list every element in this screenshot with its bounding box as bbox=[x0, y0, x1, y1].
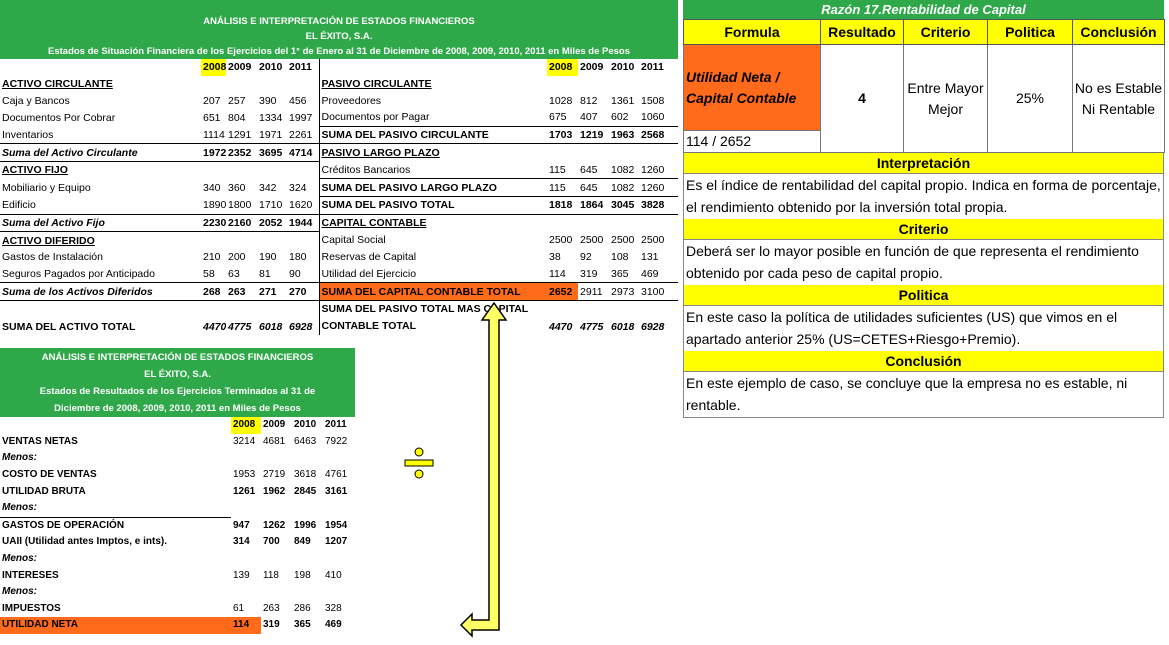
balance-sheet-row bbox=[0, 283, 678, 301]
asset-value: 1291 bbox=[228, 128, 252, 141]
liability-value: 2500 bbox=[549, 234, 573, 247]
liability-value bbox=[547, 76, 578, 93]
liability-label: PASIVO CIRCULANTE bbox=[319, 76, 547, 93]
income-value: 410 bbox=[325, 569, 342, 581]
liability-value: 2500 bbox=[611, 234, 635, 247]
balance-sheet-row bbox=[0, 126, 678, 144]
asset-value: 651 bbox=[203, 111, 221, 124]
asset-label: Documentos Por Cobrar bbox=[2, 111, 116, 124]
income-value: 1954 bbox=[325, 519, 348, 531]
liability-label: CAPITAL CONTABLE bbox=[319, 214, 547, 232]
liability-label: PASIVO LARGO PLAZO bbox=[319, 144, 547, 162]
asset-value: 1971 bbox=[259, 128, 283, 141]
income-value: 3214 bbox=[233, 435, 256, 447]
asset-value bbox=[226, 232, 257, 249]
liability-value: 115 bbox=[547, 179, 578, 197]
asset-value: 804 bbox=[228, 111, 246, 124]
income-value: 3618 bbox=[294, 469, 317, 481]
asset-value: 200 bbox=[228, 251, 246, 264]
income-label: Menos: bbox=[2, 502, 37, 514]
asset-value: 4714 bbox=[287, 144, 319, 162]
asset-value bbox=[287, 232, 319, 249]
asset-label: ACTIVO FIJO bbox=[2, 164, 68, 177]
total-liab-cap-value: 6018 bbox=[609, 301, 639, 335]
balance-sheet-title: ANÁLISIS E INTERPRETACIÓN DE ESTADOS FINANCIEROS bbox=[203, 16, 475, 27]
balance-sheet-company: EL ÉXITO, S.A. bbox=[305, 31, 373, 42]
asset-value bbox=[257, 232, 287, 249]
income-value: 263 bbox=[263, 602, 280, 614]
asset-value bbox=[257, 162, 287, 179]
income-value bbox=[323, 551, 355, 568]
income-value: 700 bbox=[263, 536, 280, 548]
asset-value: 342 bbox=[259, 181, 277, 194]
income-statement-header bbox=[0, 348, 355, 417]
year-header: 2008 bbox=[201, 59, 226, 76]
liability-label: SUMA DEL PASIVO CIRCULANTE bbox=[319, 126, 547, 144]
income-value: 849 bbox=[294, 536, 311, 548]
balance-sheet-table bbox=[0, 59, 678, 335]
income-value bbox=[292, 551, 323, 568]
liability-label: SUMA DEL PASIVO TOTAL bbox=[319, 197, 547, 215]
policy-cell: 25% bbox=[988, 45, 1073, 153]
income-value: 7922 bbox=[325, 435, 348, 447]
income-label: UTILIDAD NETA bbox=[0, 617, 231, 634]
liability-value: 1963 bbox=[609, 126, 639, 144]
liability-value: 1082 bbox=[611, 163, 635, 176]
liability-value: 1361 bbox=[611, 94, 635, 107]
liability-value: 812 bbox=[580, 94, 598, 107]
asset-value: 360 bbox=[228, 181, 246, 194]
income-value bbox=[261, 551, 292, 568]
income-value bbox=[323, 450, 355, 467]
asset-label: Suma del Activo Fijo bbox=[0, 214, 201, 232]
asset-value: 1710 bbox=[259, 199, 283, 212]
liability-value: 2652 bbox=[547, 283, 578, 301]
income-row bbox=[0, 517, 355, 534]
balance-sheet-row bbox=[0, 144, 678, 162]
asset-value bbox=[287, 76, 319, 93]
liability-value: 1082 bbox=[609, 179, 639, 197]
income-value: 286 bbox=[294, 602, 311, 614]
liability-value: 1703 bbox=[547, 126, 578, 144]
year-header: 2011 bbox=[641, 61, 664, 74]
year-header: 2009 bbox=[228, 61, 252, 74]
income-label: COSTO DE VENTAS bbox=[2, 469, 97, 481]
asset-value: 270 bbox=[287, 283, 319, 301]
liability-value: 1028 bbox=[549, 94, 573, 107]
asset-value: 81 bbox=[259, 268, 271, 281]
income-label: Menos: bbox=[2, 586, 37, 598]
income-value: 1953 bbox=[233, 469, 256, 481]
income-value: 118 bbox=[263, 569, 279, 581]
liability-label: Utilidad del Ejercicio bbox=[319, 266, 547, 283]
income-value: 114 bbox=[231, 617, 261, 634]
liability-value: 365 bbox=[611, 268, 629, 281]
criterion-cell: Entre Mayor Mejor bbox=[904, 45, 988, 153]
year-header: 2011 bbox=[289, 61, 312, 74]
asset-value bbox=[226, 162, 257, 179]
income-statement-company: EL ÉXITO, S.A. bbox=[144, 369, 211, 380]
liability-value: 1260 bbox=[639, 179, 678, 197]
total-liab-cap-value: 4775 bbox=[578, 301, 609, 335]
asset-value bbox=[201, 232, 226, 249]
liability-label: SUMA DEL PASIVO LARGO PLAZO bbox=[319, 179, 547, 197]
asset-value: 271 bbox=[257, 283, 287, 301]
liability-label: Reservas de Capital bbox=[319, 249, 547, 266]
income-row bbox=[0, 467, 355, 484]
income-value: 314 bbox=[233, 536, 250, 548]
balance-sheet-year-row bbox=[0, 59, 678, 76]
balance-sheet-row bbox=[0, 266, 678, 283]
liability-value: 2973 bbox=[609, 283, 639, 301]
income-value: 198 bbox=[294, 569, 311, 581]
asset-value: 2352 bbox=[226, 144, 257, 162]
asset-value: 207 bbox=[203, 94, 221, 107]
income-value: 319 bbox=[263, 619, 280, 631]
asset-label: Caja y Bancos bbox=[2, 94, 70, 107]
asset-label: ACTIVO CIRCULANTE bbox=[2, 78, 113, 91]
asset-value: 1972 bbox=[201, 144, 226, 162]
liability-value bbox=[578, 214, 609, 232]
total-assets-label: SUMA DEL ACTIVO TOTAL bbox=[0, 301, 201, 335]
liability-value: 1508 bbox=[641, 94, 665, 107]
asset-value: 2052 bbox=[257, 214, 287, 232]
income-row bbox=[0, 500, 355, 517]
section-text: En este ejemplo de caso, se concluye que la empresa no es estable, ni rentable. bbox=[683, 372, 1164, 418]
liability-value: 2500 bbox=[580, 234, 604, 247]
liability-value: 2568 bbox=[639, 126, 678, 144]
income-value bbox=[323, 500, 355, 517]
liability-value bbox=[609, 76, 639, 93]
asset-value bbox=[257, 76, 287, 93]
liability-value bbox=[639, 144, 678, 162]
ratio-panel bbox=[683, 0, 1164, 418]
liability-value bbox=[639, 214, 678, 232]
asset-value: 190 bbox=[259, 251, 277, 264]
asset-label: Inventarios bbox=[2, 128, 54, 141]
asset-value bbox=[226, 76, 257, 93]
income-label: UTILIDAD BRUTA bbox=[2, 485, 86, 497]
total-liab-cap-label-2: CONTABLE TOTAL bbox=[319, 318, 547, 335]
income-year-row bbox=[0, 417, 355, 434]
liability-value: 1864 bbox=[578, 197, 609, 215]
asset-value: 390 bbox=[259, 94, 277, 107]
liability-value: 602 bbox=[611, 111, 629, 124]
liability-value: 115 bbox=[549, 163, 566, 176]
total-assets-value: 6928 bbox=[287, 301, 319, 335]
blank-cell bbox=[0, 417, 231, 434]
total-assets-value: 4775 bbox=[226, 301, 257, 335]
liability-value bbox=[578, 144, 609, 162]
income-row bbox=[0, 434, 355, 451]
income-row bbox=[0, 551, 355, 568]
section-text: En este caso la política de utilidades suficientes (US) que vimos en el apartado anterior 25% (US=CETES+Riesgo+Premio). bbox=[683, 306, 1164, 351]
asset-value: 1800 bbox=[228, 199, 252, 212]
income-value: 6463 bbox=[294, 435, 317, 447]
liability-value: 645 bbox=[580, 163, 598, 176]
section-heading: Interpretación bbox=[683, 153, 1164, 174]
result-cell: 4 bbox=[821, 45, 904, 153]
header-result: Resultado bbox=[821, 20, 904, 45]
liability-label: Documentos por Pagar bbox=[319, 109, 547, 126]
income-statement bbox=[0, 348, 355, 634]
asset-value bbox=[201, 76, 226, 93]
balance-sheet-row bbox=[0, 76, 678, 93]
blank-cell bbox=[319, 59, 547, 76]
balance-sheet-row bbox=[0, 92, 678, 109]
income-statement-subtitle-1: Estados de Resultados de los Ejercicios Terminados al 31 de bbox=[39, 386, 316, 397]
income-value bbox=[231, 551, 261, 568]
liability-value: 1818 bbox=[547, 197, 578, 215]
header-criterion: Criterio bbox=[904, 20, 988, 45]
header-conclusion: Conclusión bbox=[1073, 20, 1165, 45]
income-value: 328 bbox=[325, 602, 342, 614]
total-liab-cap-value: 6928 bbox=[639, 301, 678, 335]
income-value bbox=[231, 450, 261, 467]
income-row bbox=[0, 450, 355, 467]
asset-label: Edificio bbox=[2, 199, 36, 212]
asset-value: 1890 bbox=[203, 199, 226, 212]
income-row bbox=[0, 584, 355, 601]
asset-value: 1997 bbox=[289, 111, 313, 124]
calculation-cell: 114 / 2652 bbox=[684, 131, 821, 153]
formula-cell: Utilidad Neta / Capital Contable bbox=[684, 45, 821, 131]
conclusion-cell: No es Estable Ni Rentable bbox=[1073, 45, 1165, 153]
year-header: 2010 bbox=[294, 419, 317, 431]
asset-label: Seguros Pagados por Anticipado bbox=[2, 268, 155, 281]
connector-arrow-icon bbox=[458, 300, 508, 640]
liability-value: 114 bbox=[549, 268, 566, 281]
liability-value: 3045 bbox=[609, 197, 639, 215]
income-label: IMPUESTOS bbox=[2, 602, 61, 614]
income-value bbox=[292, 584, 323, 601]
balance-sheet-row bbox=[0, 249, 678, 266]
section-text: Es el índice de rentabilidad del capital propio. Indica en forma de porcentaje, el rendimiento obtenido por la inversión total propia. bbox=[683, 174, 1164, 219]
income-value: 2719 bbox=[263, 469, 286, 481]
income-value bbox=[261, 500, 292, 517]
asset-value: 180 bbox=[289, 251, 307, 264]
liability-value: 38 bbox=[549, 251, 561, 264]
income-value: 1262 bbox=[263, 519, 286, 531]
asset-value: 456 bbox=[289, 94, 307, 107]
asset-value: 2261 bbox=[289, 128, 313, 141]
income-value: 1996 bbox=[294, 519, 317, 531]
income-value: 469 bbox=[325, 619, 342, 631]
section-text: Deberá ser lo mayor posible en función de que representa el rendimiento obtenido por cada peso de capital propio. bbox=[683, 240, 1164, 285]
liability-value: 1060 bbox=[641, 111, 665, 124]
liability-label: Créditos Bancarios bbox=[319, 162, 547, 179]
income-value bbox=[323, 584, 355, 601]
income-label: UAII (Utilidad antes Imptos, e ints). bbox=[2, 536, 168, 548]
income-value: 1207 bbox=[325, 536, 348, 548]
ratio-grid bbox=[683, 19, 1165, 153]
balance-sheet bbox=[0, 0, 678, 335]
asset-value bbox=[201, 162, 226, 179]
liability-value: 131 bbox=[641, 251, 659, 264]
liability-value: 2911 bbox=[578, 283, 609, 301]
liability-value bbox=[547, 214, 578, 232]
income-row bbox=[0, 617, 355, 634]
income-label: VENTAS NETAS bbox=[2, 435, 78, 447]
liability-value: 319 bbox=[580, 268, 598, 281]
section-heading: Criterio bbox=[683, 219, 1164, 240]
asset-value: 63 bbox=[228, 268, 240, 281]
balance-sheet-row bbox=[0, 162, 678, 179]
liability-value bbox=[639, 76, 678, 93]
liability-label: SUMA DEL CAPITAL CONTABLE TOTAL bbox=[319, 283, 547, 301]
asset-value: 2160 bbox=[226, 214, 257, 232]
income-label: INTERESES bbox=[2, 569, 59, 581]
liability-value: 407 bbox=[580, 111, 598, 124]
liability-value: 2500 bbox=[641, 234, 665, 247]
asset-value: 210 bbox=[203, 251, 221, 264]
divide-icon bbox=[402, 446, 436, 480]
blank-cell bbox=[0, 59, 201, 76]
year-header: 2011 bbox=[325, 419, 347, 431]
asset-value: 2230 bbox=[201, 214, 226, 232]
income-value bbox=[231, 584, 261, 601]
liability-value: 469 bbox=[641, 268, 659, 281]
liability-label: Proveedores bbox=[319, 92, 547, 109]
income-value: 3161 bbox=[325, 485, 348, 497]
income-value: 1962 bbox=[263, 485, 286, 497]
income-statement-table bbox=[0, 417, 355, 634]
income-value: 4681 bbox=[263, 435, 286, 447]
balance-sheet-header bbox=[0, 0, 678, 59]
liability-value: 675 bbox=[549, 111, 567, 124]
asset-value: 58 bbox=[203, 268, 215, 281]
liability-value: 3828 bbox=[639, 197, 678, 215]
asset-value: 1944 bbox=[287, 214, 319, 232]
asset-value: 268 bbox=[201, 283, 226, 301]
income-label: GASTOS DE OPERACIÓN bbox=[0, 517, 231, 534]
income-value: 1261 bbox=[233, 485, 256, 497]
income-value bbox=[261, 450, 292, 467]
ratio-title: Razón 17.Rentabilidad de Capital bbox=[683, 0, 1164, 19]
balance-sheet-total-row bbox=[0, 301, 678, 318]
liability-value bbox=[609, 144, 639, 162]
liability-value: 1260 bbox=[641, 163, 665, 176]
asset-label: ACTIVO DIFERIDO bbox=[2, 234, 95, 247]
total-liab-cap-value: 4470 bbox=[547, 301, 578, 335]
income-value bbox=[292, 450, 323, 467]
section-heading: Politica bbox=[683, 285, 1164, 306]
income-value: 61 bbox=[233, 602, 245, 614]
income-statement-title: ANÁLISIS E INTERPRETACIÓN DE ESTADOS FINANCIEROS bbox=[41, 352, 314, 363]
header-formula: Formula bbox=[684, 20, 821, 45]
income-row bbox=[0, 483, 355, 500]
asset-value: 1620 bbox=[289, 199, 313, 212]
asset-label: Gastos de Instalación bbox=[2, 251, 103, 264]
year-header: 2008 bbox=[547, 59, 578, 76]
income-row bbox=[0, 601, 355, 618]
income-row bbox=[0, 567, 355, 584]
total-liab-cap-label-1: SUMA DEL PASIVO TOTAL MAS CAPITAL bbox=[319, 301, 547, 318]
income-label: Menos: bbox=[2, 452, 37, 464]
header-policy: Politica bbox=[988, 20, 1073, 45]
asset-value: 3695 bbox=[257, 144, 287, 162]
balance-sheet-row bbox=[0, 232, 678, 249]
asset-value: 90 bbox=[289, 268, 301, 281]
asset-value: 1334 bbox=[259, 111, 283, 124]
ratio-sections bbox=[683, 153, 1164, 418]
liability-value bbox=[609, 214, 639, 232]
liability-value: 1219 bbox=[578, 126, 609, 144]
asset-value bbox=[287, 162, 319, 179]
total-assets-value: 4470 bbox=[201, 301, 226, 335]
liability-value bbox=[547, 144, 578, 162]
section-heading: Conclusión bbox=[683, 351, 1164, 372]
income-value bbox=[231, 500, 261, 517]
asset-value: 257 bbox=[228, 94, 246, 107]
income-value: 947 bbox=[233, 519, 250, 531]
asset-value: 324 bbox=[289, 181, 307, 194]
liability-value bbox=[578, 76, 609, 93]
liability-label: Capital Social bbox=[319, 232, 547, 249]
income-value: 365 bbox=[294, 619, 311, 631]
income-value bbox=[261, 584, 292, 601]
balance-sheet-row bbox=[0, 109, 678, 126]
liability-value: 92 bbox=[580, 251, 592, 264]
asset-label: Suma del Activo Circulante bbox=[0, 144, 201, 162]
income-label: Menos: bbox=[2, 553, 37, 565]
year-header: 2010 bbox=[259, 61, 283, 74]
balance-sheet-row bbox=[0, 197, 678, 215]
asset-label: Mobiliario y Equipo bbox=[2, 181, 91, 194]
year-header: 2010 bbox=[611, 61, 635, 74]
income-value: 2845 bbox=[294, 485, 317, 497]
balance-sheet-subtitle: Estados de Situación Financiera de los Ejercicios del 1° de Enero al 31 de Diciembre de 2008, 2009, 2010, 2011 en Miles de Pesos bbox=[48, 46, 630, 57]
liability-value: 3100 bbox=[639, 283, 678, 301]
total-assets-value: 6018 bbox=[257, 301, 287, 335]
asset-label: Suma de los Activos Diferidos bbox=[0, 283, 201, 301]
income-value: 4761 bbox=[325, 469, 348, 481]
asset-value: 1114 bbox=[203, 128, 225, 141]
asset-value: 340 bbox=[203, 181, 221, 194]
year-header: 2009 bbox=[263, 419, 286, 431]
income-value: 139 bbox=[233, 569, 250, 581]
liability-value: 645 bbox=[578, 179, 609, 197]
liability-value: 108 bbox=[611, 251, 629, 264]
year-header: 2009 bbox=[580, 61, 604, 74]
income-statement-subtitle-2: Diciembre de 2008, 2009, 2010, 2011 en Miles de Pesos bbox=[54, 403, 301, 414]
balance-sheet-row bbox=[0, 214, 678, 232]
balance-sheet-row bbox=[0, 179, 678, 197]
income-row bbox=[0, 534, 355, 551]
asset-value: 263 bbox=[226, 283, 257, 301]
year-header: 2008 bbox=[231, 417, 261, 434]
income-value bbox=[292, 500, 323, 517]
